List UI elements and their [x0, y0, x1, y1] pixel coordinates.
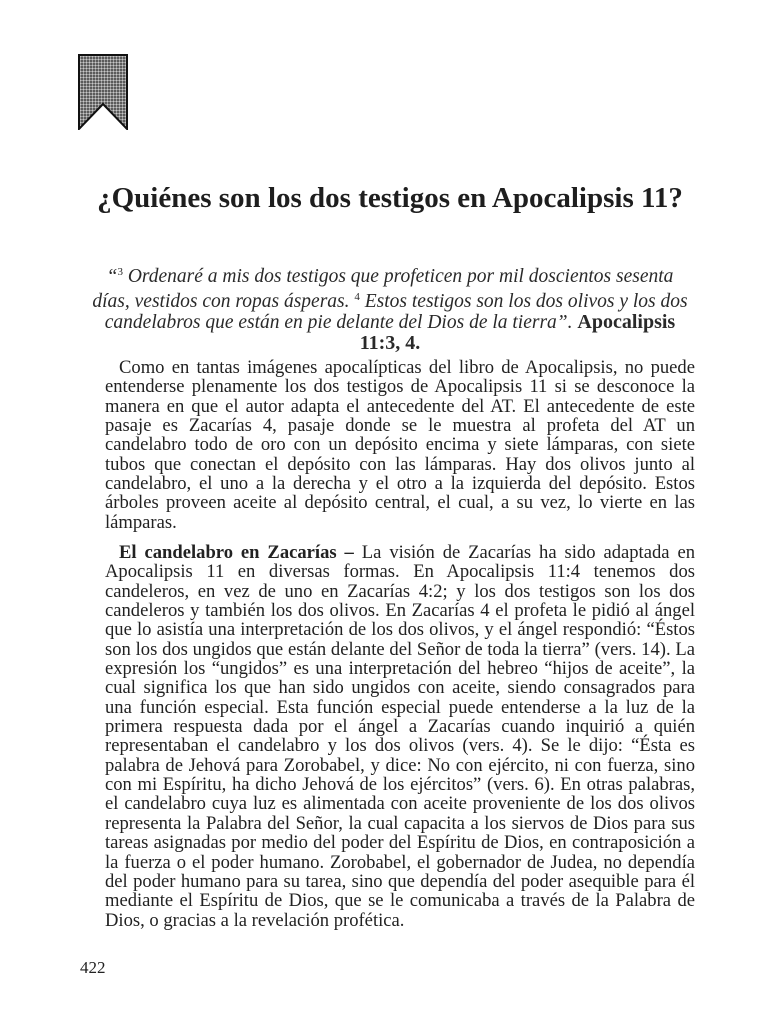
- verse-number-4: 4: [354, 291, 360, 303]
- page-number: 422: [80, 958, 106, 977]
- epigraph-verse-3-text: Ordenaré a mis dos testigos que profeticen por mil doscientos sesenta días, vestidos con ropas ásperas.: [92, 266, 674, 312]
- epigraph-verse-4-text: Estos testigos son los dos olivos y los dos candelabros que están en pie delante del Dios de la tierra”.: [104, 291, 688, 333]
- verse-number-3: 3: [117, 266, 123, 278]
- section-heading-candelabro: El candelabro en Zacarías –: [119, 542, 354, 563]
- page-title: ¿Quiénes son los dos testigos en Apocalipsis 11?: [97, 182, 683, 215]
- epigraph-reference: Apocalipsis 11:3, 4.: [359, 311, 676, 354]
- body-paragraph-2: [105, 543, 695, 930]
- epigraph-open-quote: “: [106, 266, 118, 287]
- bookmark-ribbon-icon: [78, 54, 128, 130]
- body-paragraph-2-text: La visión de Zacarías ha sido adaptada en Apocalipsis 11 en diversas formas. En Apocalipsis 11:4 tenemos dos candeleros, en vez de uno en Zacarías 4:2; y los dos testigos son los dos candeleros y también los dos olivos. En Zacarías 4 el profeta le pidió al ángel que lo asistía una interpretación de los dos olivos, y el ángel respondió: “Éstos son los dos ungidos que están delante del Señor de toda la tierra” (vers. 14). La expresión los “ungidos” es una interpretación del hebreo “hijos de aceite”, la cual significa los que han sido ungidos con aceite, siendo consagrados para una función especial. Esta función especial puede entenderse a la luz de la primera respuesta dada por el ángel a Zacarías cuando inquirió a quién representaban el candelabro y los dos olivos (vers. 4). Se le dijo: “Ésta es palabra de Jehová para Zorobabel, y dice: No con ejército, ni con fuerza, sino con mi Espíritu, ha dicho Jehová de los ejércitos” (vers. 6). En otras palabras, el candelabro cuya luz es alimentada con aceite proveniente de los dos olivos representa la Palabra del Señor, la cual capacita a los siervos de Dios para sus tareas asignadas por medio del poder del Espíritu de Dios, en contraposición a la fuerza o el poder humano. Zorobabel, el gobernador de Judea, no dependía del poder humano para su tarea, sino que dependía del poder asequible para él mediante el Espíritu de Dios, que se le comunicaba a través de la Palabra de Dios, o gracias a la revelación profética.: [105, 542, 695, 931]
- body-paragraph-1: Como en tantas imágenes apocalípticas del libro de Apocalipsis, no puede entenderse plenamente los dos testigos de Apocalipsis 11 si se desconoce la manera en que el autor adapta el antecedente del AT. El antecedente de este pasaje es Zacarías 4, pasaje donde se le muestra al profeta del AT un candelabro todo de oro con un depósito encima y siete lámparas, con siete tubos que conectan el depósito con las lámparas. Hay dos olivos junto al candelabro, el uno a la derecha y el otro a la izquierda del depósito. Estos árboles proveen aceite al depósito central, el cual, a su vez, lo vierte en las lámparas.: [105, 357, 695, 533]
- epigraph-quote: [90, 262, 690, 354]
